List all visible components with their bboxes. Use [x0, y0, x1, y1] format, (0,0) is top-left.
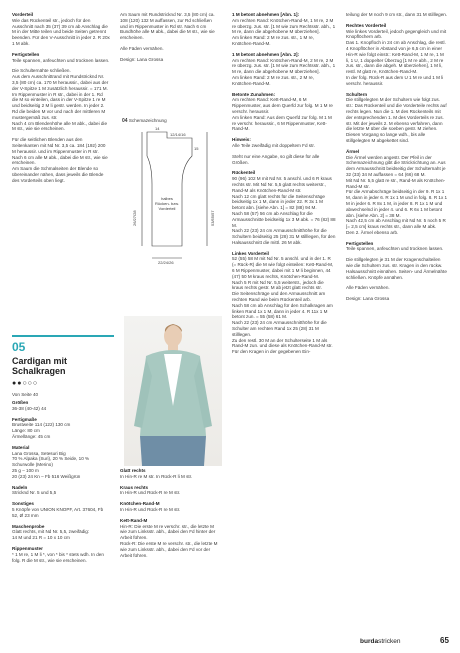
paragraph-heading: Sonstiges — [12, 501, 34, 507]
schematic-dim-4: 53/55/57 — [210, 210, 215, 226]
paragraph — [232, 92, 336, 133]
paragraph — [346, 23, 448, 87]
paragraph — [346, 257, 448, 280]
paragraph — [346, 92, 448, 144]
paragraph-heading: Rechtes Vorderteil — [346, 22, 387, 28]
paragraph — [12, 52, 110, 64]
paragraph — [12, 501, 110, 518]
schematic-dim-2: 15 — [194, 146, 199, 151]
paragraph-heading: Maschenprobe — [12, 523, 45, 529]
paragraph — [12, 485, 110, 497]
paragraph-heading: Rippenmuster — [12, 545, 43, 551]
paragraph — [232, 154, 336, 166]
paragraph-text: 90 (96) 102 M mit Nd Nr. 5 anschl. und 6 R kraus rechts str. Mit Nd Nr. 5,5 glatt rechts weiterstr., Rand-M als Knötchen-Rand-M str. Nach 12 cm glatt rechts für die Seitenschräge beidseitig 1x 1 M, dann in jeder 22. R 3x 1 M betont abn. [siehe Abn. 1] = 82 (88) 94 M. Nach 58 (57) 56 cm ab Anschlag für die Armausschnitte beidseitig 1x 3 M abk. = 76 (82) 88 M. Nach 22 (23) 24 cm Armausschnitthöhe für die Schultern beidseitig 25 (28) 31 M stilllegen, für den Halsausschnitt die mittl. 26 M abk. — [232, 176, 336, 245]
cardigan-illustration — [124, 316, 222, 466]
paragraph-text: Am rechten Rand: Knötchen-Rand-M, 2 M re, 2 M re überzg. zus. str. [1 M wie zum Rechtsstr. abh., 1 M re, dann die abgehobene M überziehen]. Am linken Rand: 2 M re zus. str., 2 M re, Knötchen-Rand-M. — [232, 57, 336, 86]
see-page: Von Seite 40 — [12, 392, 39, 397]
pattern-number: 05 — [12, 340, 26, 354]
paragraph-heading: Knötchen-Rand-M — [120, 501, 160, 507]
paragraph-heading: Größen — [12, 400, 29, 405]
paragraph — [232, 12, 336, 47]
footer-brand — [360, 638, 400, 645]
column-4 — [346, 12, 448, 307]
schematic-dim-5: 22/24/26 — [158, 260, 174, 265]
paragraph-text: Alle Teile zweifädig mit doppeltem Fd str. — [232, 142, 315, 148]
difficulty-rating: ●●○○○ — [12, 380, 39, 387]
paragraph-text: * 1 M re, 1 M li *, von * bis * stets wdh. In den folg. R die M str., wie sie erscheinen. — [12, 551, 104, 563]
paragraph-heading: Fertigmaße — [12, 416, 37, 422]
paragraph-text: Steht nur eine Angabe, so gilt diese für alle Größen. — [232, 153, 320, 165]
schematic-label — [122, 118, 167, 124]
paragraph — [12, 524, 110, 541]
paragraph — [120, 57, 220, 63]
column-2-top — [120, 12, 220, 68]
paragraph-text: Wie das Rückenteil str., jedoch für den Ausschnitt nach 35 (37) 39 cm ab Anschlag die M in der Mitte teilen und beide Seiten getrennt beenden. Für den V-Ausschnitt in jeder 2. R 20x 1 M abk. — [12, 17, 110, 46]
schematic-dim-1: 12/14/16 — [170, 132, 186, 137]
column-2-bottom — [120, 468, 220, 563]
paragraph — [120, 12, 220, 41]
paragraph — [232, 251, 336, 355]
section-rule — [12, 335, 114, 337]
paragraph-text: Design: Lana Grossa — [346, 296, 390, 302]
pattern-title: Cardigan mit Schalkragen — [12, 356, 68, 376]
paragraph-text: Glatt rechts, mit Nd Nr. 5,5, zweifädig: 14 M und 21 R = 10 x 10 cm — [12, 529, 90, 541]
column-1-bottom — [12, 400, 110, 568]
paragraph-text: Die Ärmel werden angestr. Der Pfeil in der Schemazeichnung gibt die Strickrichtung an. Aus dem Armausschnitt beidseitig der Schulternaht je 32 (33) 34 M auffassen = 64 (66) 68 M. Mit Nd Nr. 5,5 glatt re str., Rand-M als Knötchen-Rand-M str. Für die Armabschräge beidseitig in der 9. R 1x 1 M, dann in jeder 6. R 1x 1 M und in folg. 8. R 1x 1 M in jeder 6. R 8x 1 M, in jeder 8. R 1x 1 M und abwechselnd in jeder 4. und 6. R 6x 1 M betont abn. [siehe Abn. 2] = 38 M. Nach 42,5 cm ab Anschlag mit Nd Nr. 5 noch 5 R [= 2,5 cm] kraus rechts str., dann alle M abk. Den 2. Ärmel ebenso arb. — [346, 154, 448, 235]
paragraph — [12, 400, 110, 412]
paragraph-text: Die Schulternähte schließen. Aus dem Ausschnittrand mit Rundstricknd Nr. 3,5 (80 cm) ca. 170 M heraussir., dabei aus der der V-Spitze 1 M zusätzlich heraussir. = 171 M. Im Rippenmuster in R str., dabei in der 1. Rd die M so einteilen, dass in der V-Spitze 1 re M und beidseitig 2 M li gestr. werden. In jeder 2. Rd die beiden M vor und nach der mittleren M mustergemäß zus. str. Nach 4 cm Blendenhöhe alle M abk., dabei die M str., wie sie erscheinen. — [12, 68, 109, 132]
paragraph — [232, 52, 336, 87]
paragraph — [12, 546, 110, 563]
paragraph-heading: Fertigstellen — [12, 51, 40, 57]
paragraph — [346, 296, 448, 302]
schematic-title: Schemazeichnung — [128, 118, 167, 123]
column-3 — [232, 12, 336, 360]
paragraph — [120, 501, 220, 513]
schematic-inner-label: halbes Rücken- bzw. Vorderteil — [154, 196, 179, 211]
paragraph-text: Brustweite 114 (122) 130 cm Länge: 80 cm Ärmellänge: 45 cm — [12, 422, 71, 439]
paragraph-heading: Nadeln — [12, 484, 28, 490]
paragraph-text: Alle Fäden vernähen. — [120, 45, 164, 51]
paragraph — [346, 12, 448, 18]
paragraph — [346, 149, 448, 236]
paragraph — [12, 137, 110, 183]
paragraph-text: Für die seitlichen Blenden aus den Seitenkanten mit Nd Nr. 3,5 ca. 184 (192) 200 M heraussir. und im Rippenmuster in R str. Nach 6 cm alle M abk., dabei die M str., wie sie erscheinen. Am Saum die Schmalseiten der Blende so übereinander nähen, dass jeweils die Blende des Vorderteils oben liegt. — [12, 137, 108, 183]
paragraph — [12, 68, 110, 132]
paragraph — [346, 285, 448, 291]
paragraph-text: Hin-R: Die erste M re verschr. str., die letzte M wie zum Linksstr. abh., dabei den Fd hinter der Arbeit führen. Rück-R: Die erste M re verschr. str., die letzte M wie zum Linksstr. abh., dabei den Fd vor der Arbeit führen. — [120, 523, 218, 558]
schematic-dim-3: 26/27/28 — [132, 210, 137, 226]
paragraph — [12, 12, 110, 47]
paragraph-text: Am rechten Rand: Knötchen-Rand-M, 1 M re, 2 M re überzg. zus. str. [1 M wie zum Rechtsstr. abh., 1 M re, dann die abgehobene M überziehen]. Am linken Rand: 2 M re zus. str., 1 M re, Knötchen-Rand-M. — [232, 17, 336, 46]
paragraph-heading: Material — [12, 444, 30, 450]
paragraph-text: teilung der M noch 9 cm str., dann 31 M stilllegen. — [346, 12, 448, 17]
paragraph-heading: 1 M betont abnehmen [Abn. 2]: — [232, 51, 300, 57]
paragraph — [120, 518, 220, 559]
paragraph — [346, 241, 448, 253]
brand-sub: stricken — [378, 638, 401, 645]
paragraph-text: In Hin-R re M str. In Rück-R li M str. — [120, 473, 193, 479]
paragraph-heading: Schultern — [346, 91, 368, 97]
paragraph — [12, 417, 110, 440]
paragraph-text: Alle Fäden vernähen. — [346, 285, 390, 291]
brand-name: burda — [360, 638, 379, 645]
paragraph-text: Stricknd Nr. 5 und 5,5 — [12, 490, 57, 496]
column-1-top — [12, 12, 110, 189]
paragraph-heading: Fertigstellen — [346, 240, 374, 246]
paragraph-text: Design: Lana Grossa — [120, 56, 164, 62]
paragraph — [12, 445, 110, 480]
paragraph-heading: Rückenteil — [232, 170, 256, 176]
cardigan-photo — [124, 316, 222, 466]
paragraph-text: Die stillgelegten M der Schultern wie folgt zus. str.: Das Rückenteil und die Vorderteile rechts auf rechts legen. Nun die 1. M des Rückenteils mit der entsprechenden 1. M des Vorderteils re zus. str. Mit der jeweils 2. M ebenso verfahren, dann die letzte M über die soeben gestr. M ziehen. Diesen Vorgang so lange wdh., bis alle stillgelegten M abgekettet sind. — [346, 97, 447, 143]
paragraph-text: Am rechten Rand: Kett-Rand-M, 6 M Rippenmuster, aus dem Querfd zur folg. M 1 M re verschr. heraussir. Am linken Rand: Aus dem Querfd zur folg. M 1 M re verschr. heraussir., 6 M Rippenmuster, Kett-Rand-M. — [232, 97, 333, 132]
paragraph — [232, 170, 336, 245]
paragraph — [120, 485, 220, 497]
paragraph-text: 36-38 (40-42) 44 — [12, 405, 47, 411]
paragraph-heading: Hinweis: — [232, 137, 251, 143]
paragraph-heading: Vorderteil — [12, 12, 34, 17]
schematic-dim-0: 14 — [155, 126, 160, 131]
paragraph-text: In Hin-R und Rück-R re M str. — [120, 506, 181, 512]
paragraph-text: Die stillgelegten je 31 M der Kragenschalteilen wie die Schultern zus. str. Kragen in den rückw. Halsausschnitt einnähen. Seiten- und Ärmelnähte schließen. Knöpfe annähen. — [346, 257, 447, 280]
paragraph-heading: Ärmel — [346, 148, 360, 154]
paragraph-text: 52 (55) 58 M mit Nd Nr. 5 anschl. und in der 1. R (= Rück-R) die M wie folgt einteilen: Kett-Rand-M, 6 M Rippenmuster, dabei mit 1 M li beginnen, 44 (47) 50 M kraus rechts, Knötchen-Rand-M. Nach 5 R mit Nd Nr. 5,5 weiterstr., jedoch die kraus rechts gestr. M ab jetzt glatt rechts str. Die Seitenschräge und den Armausschnitt am rechten Rand wie beim Rückenteil arb. Nach 58 cm ab Anschlag für den Schalkragen am linken Rand 1x 1 M, dann in jeder 4. R 11x 1 M betont zun. = 55 (58) 61 M. Nach 22 (23) 24 cm Armausschnitthöhe für die Schulter am rechten Rand 1x 25 (28) 31 M stilllegen. Zu den restl. 30 M an der Schulterseite 1 M als Rand-M zun. und diese als Knötchen-Rand-M str. Für den Kragen in der gegebenen Ein- — [232, 256, 334, 355]
schematic-drawing — [122, 126, 222, 276]
paragraph-text: Wie linkes Vorderteil, jedoch gegengleich und mit Knopflöchern arb. Das 1. Knopfloch in 24 cm ab Anschlag, die restl. 4 Knopflöcher in Abstand von je 6,5 cm in einer Hin-R wie folgt einstr.: Kett-Rand-M, 1 M re, 1 M li, 1 U, 1 doppelter Überzug [1 M re abh., 2 M re zus. str., dann die abgeh. M überziehen], 1 M li, restl. M glatt re, Knötchen-Rand-M. In der folg. Rück-R aus dem U 1 M re und 1 M li verschr. heraussir. — [346, 28, 447, 86]
paragraph — [232, 137, 336, 149]
paragraph-heading: Glatt rechts — [120, 468, 146, 473]
paragraph — [120, 46, 220, 52]
paragraph-text: Teile spannen, anfeuchten und trocknen lassen. — [346, 246, 444, 252]
paragraph-heading: 1 M betont abnehmen [Abn. 1]: — [232, 12, 300, 17]
paragraph-text: Teile spannen, anfeuchten und trocknen lassen. — [12, 57, 110, 63]
paragraph-heading: Betonte Zunahmen: — [232, 91, 276, 97]
page-number: 65 — [440, 636, 449, 645]
paragraph-text: Am Saum mit Rundstricknd Nr. 3,5 (80 cm) ca. 108 (120) 132 M auffassen, zur Rd schließen und im Rippenmuster in Rd str. Nach 6 cm Bundhöhe alle M abk., dabei die M str., wie sie erscheinen. — [120, 12, 215, 41]
schematic-number: 04 — [122, 118, 128, 124]
paragraph-heading: Kraus rechts — [120, 484, 149, 490]
paragraph-text: Lana Grossa, Setesuri Big 70 % Alpaka (Suri), 20 % Seide, 10 % Schurwolle (Merino) 25 g – 100 m 20 (23) 24 Kn – Fb 516 Weißgrün — [12, 450, 90, 479]
paragraph-heading: Linkes Vorderteil — [232, 250, 269, 256]
paragraph-text: In Hin-R und Rück-R re M str. — [120, 490, 181, 496]
paragraph — [120, 468, 220, 480]
paragraph-heading: Kett-Rand-M — [120, 517, 148, 523]
paragraph-text: 5 Knöpfe von UNION KNOPF, Art. 37604, Fb 52, Ø 23 mm — [12, 506, 104, 518]
